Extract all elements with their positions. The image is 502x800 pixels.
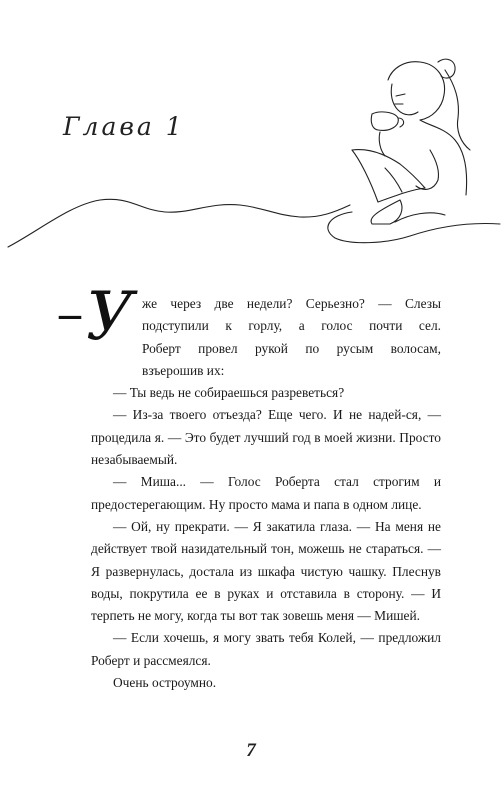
chapter-body-text xyxy=(91,293,441,694)
paragraph: — Если хочешь, я могу звать тебя Колей, — предложил Роберт и рассмеялся. xyxy=(91,630,441,668)
paragraph: — Миша... — Голос Роберта стал строгим и предостерегающим. Ну просто мама и папа в одном лице. xyxy=(91,474,441,512)
first-paragraph xyxy=(91,293,441,382)
text-line: Роберт провел рукой по русым волосам, xyxy=(142,340,441,356)
text-line: же через две недели? Серьезно? — Слезы xyxy=(142,296,441,311)
paragraph: — Ты ведь не собираешься разреветься? xyxy=(113,385,345,401)
paragraph: Очень остроумно. xyxy=(113,675,217,691)
paragraph: — Из-за твоего отъезда? Еще чего. И не надей-ся, — процедила я. — Это будет лучший год в моей жизни. Просто незабываемый. xyxy=(91,407,441,468)
paragraph: — Ой, ну прекрати. — Я закатила глаза. — На меня не действует твой назидательный тон, можешь не стараться. — Я развернулась, достала из шкафа чистую чашку. Плеснув воды, покрутила ее в руках и отставила в сторону. — И терпеть не могу, когда ты вот так зовешь меня — Мишей. xyxy=(91,518,441,624)
drop-cap-letter: У xyxy=(86,278,134,355)
text-line: подступили к горлу, а голос почти сел. xyxy=(142,318,441,334)
text-line: взъерошив их: xyxy=(142,362,225,378)
chapter-title: Глава 1 xyxy=(63,112,185,141)
drop-cap-dash: – xyxy=(59,289,81,338)
page-number: 7 xyxy=(246,740,256,761)
